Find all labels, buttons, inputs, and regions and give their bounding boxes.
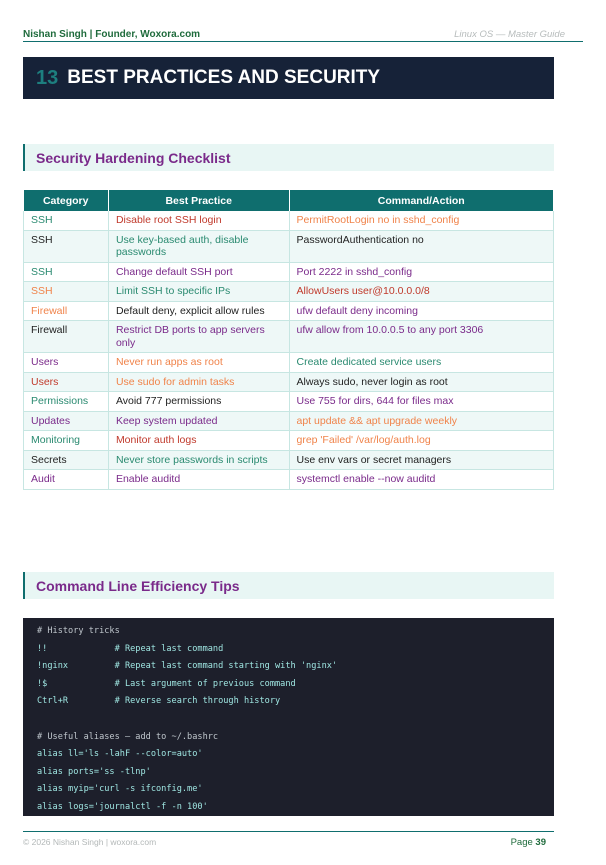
cell-command: Create dedicated service users [289, 353, 554, 373]
column-header-command: Command/Action [289, 190, 554, 211]
code-line: alias myip='curl -s ifconfig.me' [37, 784, 203, 795]
cell-best-practice: Disable root SSH login [108, 211, 289, 230]
cell-best-practice: Enable auditd [108, 470, 289, 490]
table-row [24, 411, 554, 431]
page-header [23, 27, 583, 42]
chapter-banner [23, 57, 554, 99]
guide-title: Linux OS — Master Guide [454, 29, 565, 40]
cell-command: AllowUsers user@10.0.0.0/8 [289, 282, 554, 302]
cell-command: Use 755 for dirs, 644 for files max [289, 392, 554, 412]
cell-command: PermitRootLogin no in sshd_config [289, 211, 554, 230]
code-line: Ctrl+R # Reverse search through history [37, 696, 281, 707]
page-number-value: 39 [535, 837, 546, 848]
table-row [24, 392, 554, 412]
cell-command: ufw allow from 10.0.0.5 to any port 3306 [289, 321, 554, 353]
chapter-number: 13 [36, 66, 59, 89]
page-footer [23, 831, 554, 848]
cell-best-practice: Limit SSH to specific IPs [108, 282, 289, 302]
section-heading-hardening: Security Hardening Checklist [23, 144, 554, 171]
cell-best-practice: Keep system updated [108, 411, 289, 431]
cell-command: apt update && apt upgrade weekly [289, 411, 554, 431]
cell-category: SSH [24, 262, 109, 282]
cell-category: Updates [24, 411, 109, 431]
cell-command: Use env vars or secret managers [289, 450, 554, 470]
code-line: !! # Repeat last command [37, 643, 224, 654]
page-number [511, 837, 546, 848]
cell-command: ufw default deny incoming [289, 301, 554, 321]
cell-command: Port 2222 in sshd_config [289, 262, 554, 282]
code-line: # History tricks [37, 626, 120, 636]
page-label: Page [510, 837, 533, 848]
cell-category: Monitoring [24, 431, 109, 451]
cell-category: SSH [24, 282, 109, 302]
cell-category: SSH [24, 230, 109, 262]
column-header-best-practice: Best Practice [108, 190, 289, 211]
table-row [24, 450, 554, 470]
cell-category: Firewall [24, 321, 109, 353]
cell-best-practice: Avoid 777 permissions [108, 392, 289, 412]
cell-best-practice: Never run apps as root [108, 353, 289, 373]
cell-best-practice: Use key-based auth, disable passwords [108, 230, 289, 262]
cell-best-practice: Use sudo for admin tasks [108, 372, 289, 392]
table-row [24, 321, 554, 353]
table-row [24, 353, 554, 373]
code-line: alias ll='ls -lahF --color=auto' [37, 749, 203, 760]
cell-command: systemctl enable --now auditd [289, 470, 554, 490]
code-block [23, 618, 554, 816]
chapter-title: BEST PRACTICES AND SECURITY [67, 67, 381, 88]
table-row [24, 230, 554, 262]
cell-category: Users [24, 372, 109, 392]
cell-category: SSH [24, 211, 109, 230]
table-row [24, 431, 554, 451]
cell-command: Always sudo, never login as root [289, 372, 554, 392]
table-row [24, 282, 554, 302]
cell-command: PasswordAuthentication no [289, 230, 554, 262]
cell-best-practice: Default deny, explicit allow rules [108, 301, 289, 321]
code-line: !$ # Last argument of previous command [37, 678, 296, 689]
table-row [24, 301, 554, 321]
column-header-category: Category [24, 190, 109, 211]
security-checklist-table [23, 190, 554, 490]
cell-category: Audit [24, 470, 109, 490]
cell-category: Firewall [24, 301, 109, 321]
copyright: © 2026 Nishan Singh | woxora.com [23, 837, 157, 847]
table-row [24, 262, 554, 282]
section-heading-cli-tips: Command Line Efficiency Tips [23, 572, 554, 599]
cell-category: Secrets [24, 450, 109, 470]
table-row [24, 372, 554, 392]
cell-best-practice: Restrict DB ports to app servers only [108, 321, 289, 353]
cell-category: Permissions [24, 392, 109, 412]
cell-command: grep 'Failed' /var/log/auth.log [289, 431, 554, 451]
code-line: !nginx # Repeat last command starting with 'nginx' [37, 661, 338, 672]
code-line [37, 711, 540, 729]
code-line: # Useful aliases — add to ~/.bashrc [37, 731, 219, 742]
cell-category: Users [24, 353, 109, 373]
cell-best-practice: Monitor auth logs [108, 431, 289, 451]
cell-best-practice: Never store passwords in scripts [108, 450, 289, 470]
code-line: alias logs='journalctl -f -n 100' [37, 801, 208, 812]
code-line: alias ports='ss -tlnp' [37, 766, 151, 777]
table-row [24, 211, 554, 230]
table-row [24, 470, 554, 490]
cell-best-practice: Change default SSH port [108, 262, 289, 282]
table-header-row [24, 190, 554, 211]
author-line: Nishan Singh | Founder, Woxora.com [23, 29, 201, 40]
